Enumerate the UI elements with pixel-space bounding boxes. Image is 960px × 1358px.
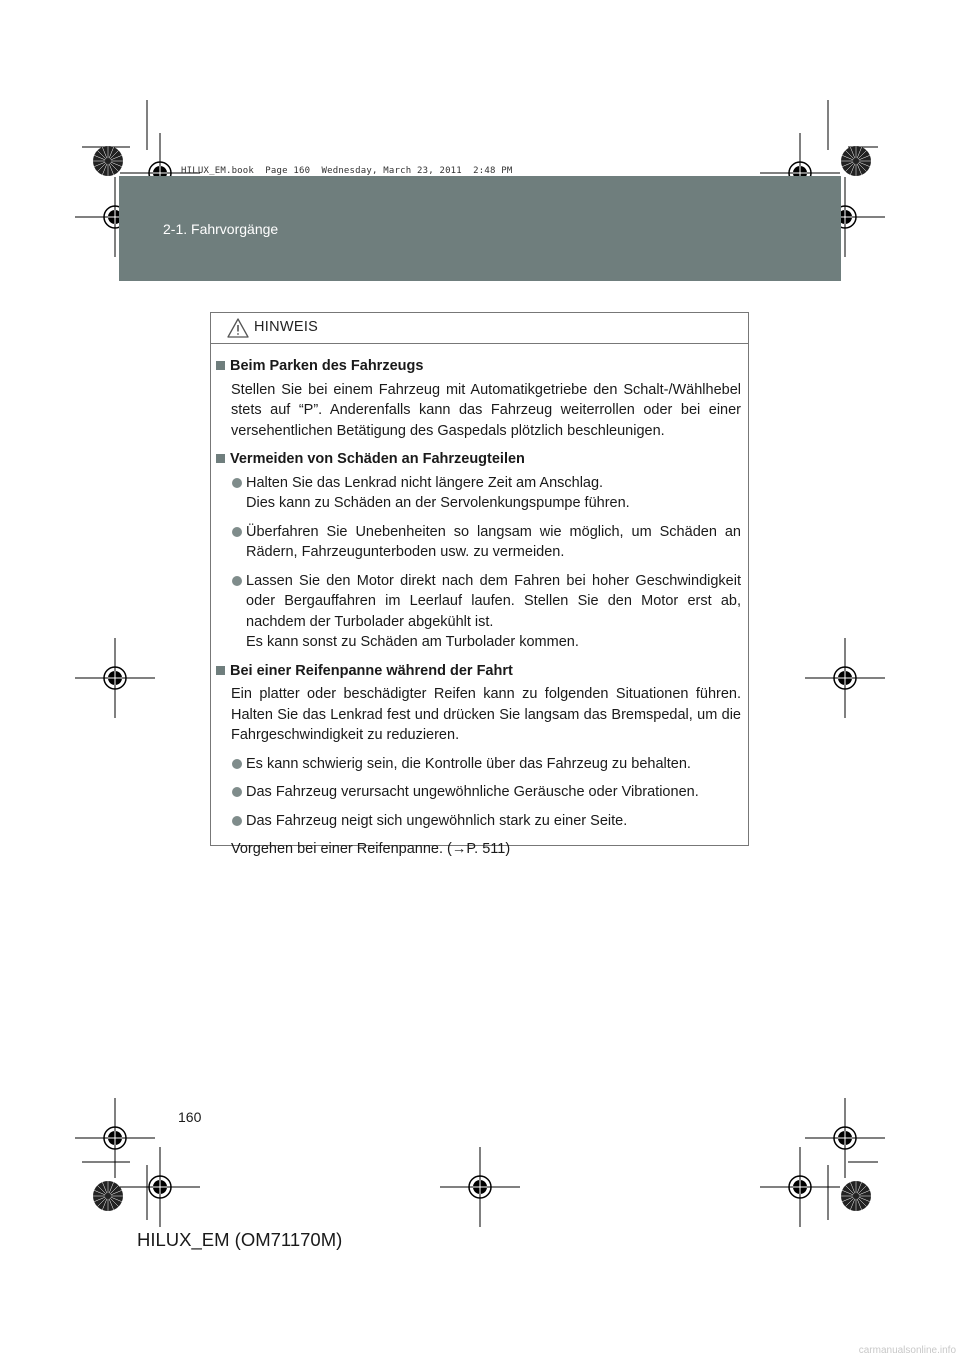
section-heading-damage: Vermeiden von Schäden an Fahrzeugteilen <box>216 449 741 470</box>
circle-bullet-icon <box>232 759 242 769</box>
notice-title: HINWEIS <box>254 319 319 335</box>
circle-bullet-icon <box>232 527 242 537</box>
warning-triangle-icon <box>227 318 249 338</box>
circle-bullet-icon <box>232 816 242 826</box>
list-item: Überfahren Sie Unebenheiten so langsam wie möglich, um Schäden an Rädern, Fahrzeugunterboden usw. zu vermeiden. <box>216 522 741 563</box>
page-number: 160 <box>178 1109 202 1125</box>
list-item: Das Fahrzeug verursacht ungewöhnliche Geräusche oder Vibrationen. <box>216 782 741 803</box>
notice-box <box>210 312 749 857</box>
circle-bullet-icon <box>232 576 242 586</box>
square-bullet-icon <box>216 454 225 463</box>
page-reference: Vorgehen bei einer Reifenpanne. (→P. 511) <box>231 841 511 857</box>
document-code: HILUX_EM (OM71170M) <box>137 1229 343 1250</box>
square-bullet-icon <box>216 361 225 370</box>
list-item: Halten Sie das Lenkrad nicht längere Zeit am Anschlag. Dies kann zu Schäden an der Servolenkungspumpe führen. <box>216 473 741 514</box>
paragraph: Stellen Sie bei einem Fahrzeug mit Automatikgetriebe den Schalt-/Wählhebel stets auf “P”. Anderenfalls kann das Fahrzeug weiterrollen oder bei einer versehentlichen Betätigung des Gaspedals plötzlich beschleunigen. <box>231 381 741 439</box>
print-mark: HILUX_EM.book Page 160 Wednesday, March 23, 2011 2:48 PM <box>181 166 513 176</box>
watermark: carmanualsonline.info <box>858 1345 956 1356</box>
list-item: Lassen Sie den Motor direkt nach dem Fahren bei hoher Geschwindigkeit oder Bergauffahren im Leerlauf laufen. Stellen Sie den Motor erst ab, nachdem der Turbolader abgekühlt ist. Es kann sonst zu Schäden am Turbolader kommen. <box>216 571 741 653</box>
notice-header <box>211 313 748 344</box>
list-item: Es kann schwierig sein, die Kontrolle über das Fahrzeug zu behalten. <box>216 754 741 775</box>
notice-body <box>211 344 748 860</box>
section-label: 2-1. Fahrvorgänge <box>163 221 279 237</box>
circle-bullet-icon <box>232 787 242 797</box>
list-item: Das Fahrzeug neigt sich ungewöhnlich stark zu einer Seite. <box>216 811 741 832</box>
circle-bullet-icon <box>232 478 242 488</box>
paragraph: Ein platter oder beschädigter Reifen kann zu folgenden Situationen führen. Halten Sie das Lenkrad fest und drücken Sie langsam das Bremspedal, um die Fahrgeschwindigkeit zu reduzieren. <box>231 686 741 743</box>
section-heading-flat-tire: Bei einer Reifenpanne während der Fahrt <box>216 661 741 682</box>
square-bullet-icon <box>216 666 225 675</box>
section-heading-parking: Beim Parken des Fahrzeugs <box>216 356 741 377</box>
